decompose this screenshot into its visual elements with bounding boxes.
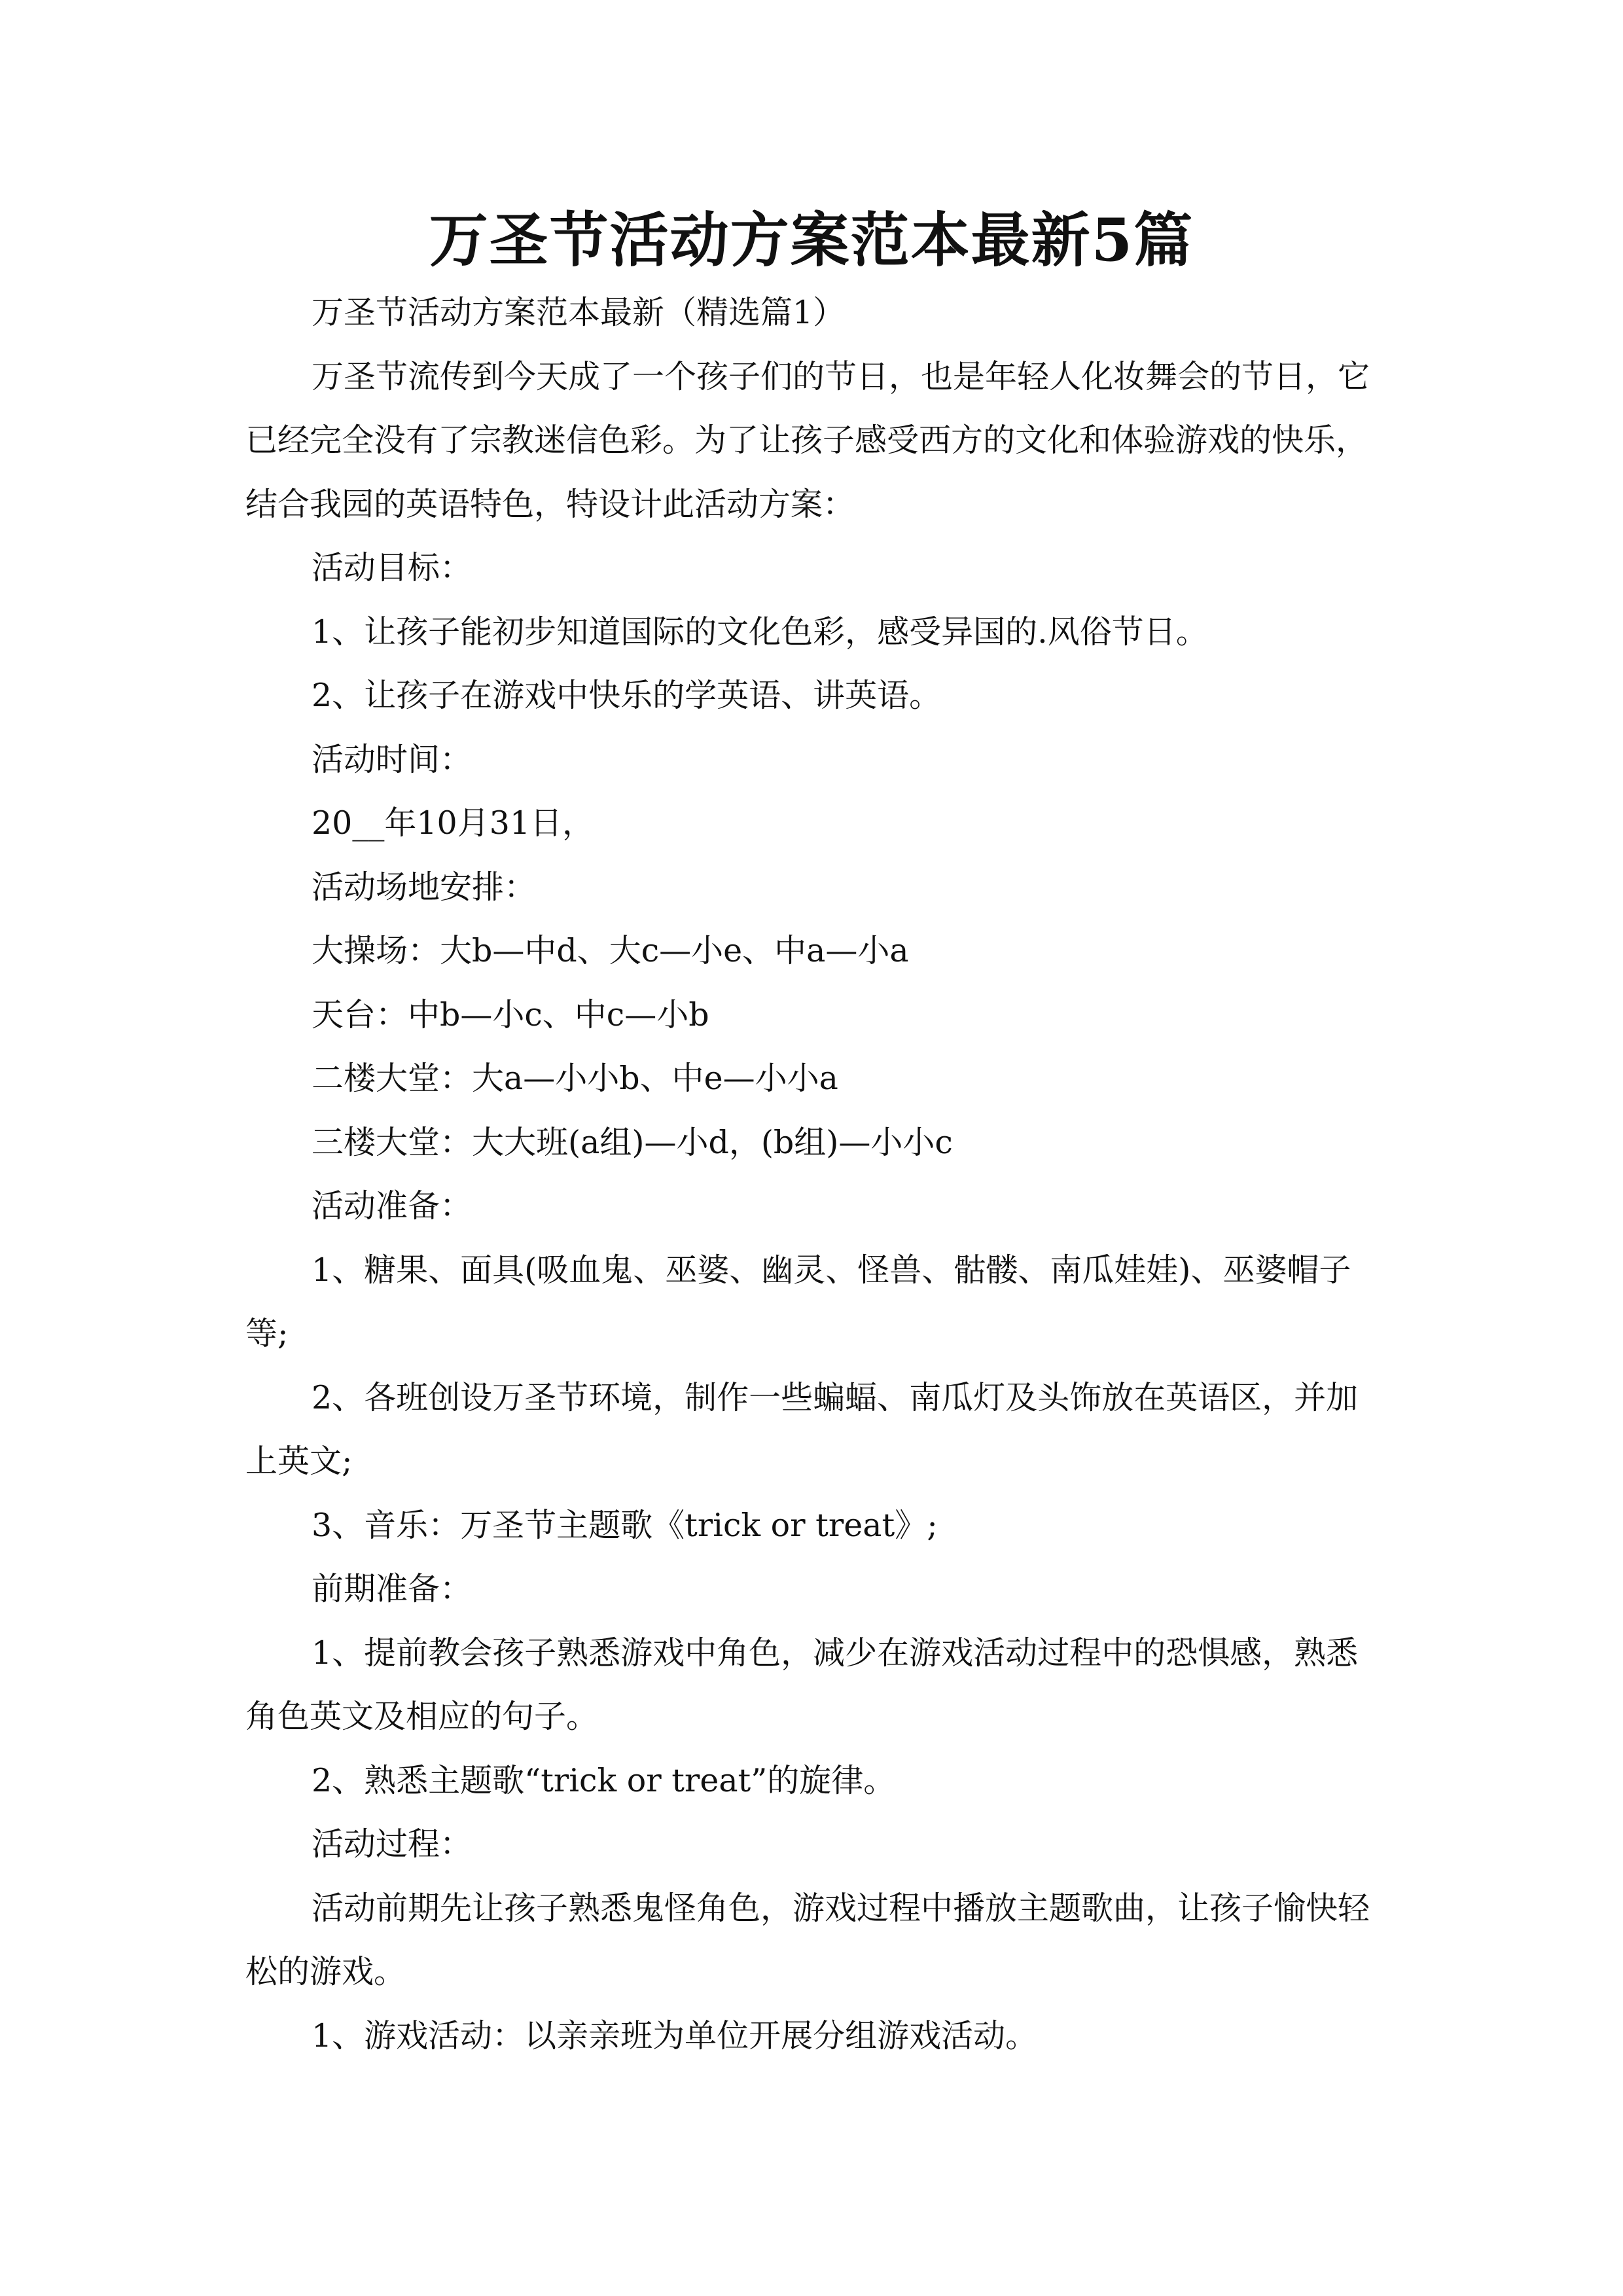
paragraph-line: 活动目标： (312, 549, 473, 586)
paragraph-line: 活动准备： (312, 1187, 473, 1225)
document-title: 万圣节活动方案范本最新5篇 (429, 206, 1194, 275)
paragraph-line: 大操场：大b—中d、大c—小e、中a—小a (312, 932, 909, 969)
paragraph-line: 1、游戏活动：以亲亲班为单位开展分组游戏活动。 (312, 2017, 1038, 2054)
paragraph-continuation-line: 已经完全没有了宗教迷信色彩。为了让孩子感受西方的文化和体验游戏的快乐， (245, 422, 1368, 459)
paragraph-line: 活动场地安排： (312, 868, 537, 906)
paragraph-line: 二楼大堂：大a—小小b、中e—小小a (312, 1060, 838, 1097)
paragraph-continuation-line: 角色英文及相应的句子。 (245, 1698, 599, 1735)
paragraph-continuation-line: 等; (245, 1315, 289, 1352)
paragraph-line: 3、音乐：万圣节主题歌《trick or treat》; (312, 1506, 938, 1544)
paragraph-line: 活动时间： (312, 740, 473, 778)
paragraph-line: 万圣节流传到今天成了一个孩子们的节日，也是年轻人化妆舞会的节日，它 (312, 357, 1370, 395)
paragraph-line: 1、糖果、面具(吸血鬼、巫婆、幽灵、怪兽、骷髅、南瓜娃娃)、巫婆帽子 (312, 1251, 1351, 1289)
paragraph-line: 万圣节活动方案范本最新（精选篇1） (312, 294, 846, 331)
paragraph-line: 2、让孩子在游戏中快乐的学英语、讲英语。 (312, 677, 942, 714)
paragraph-line: 20__年10月31日， (312, 804, 595, 842)
paragraph-line: 三楼大堂：大大班(a组)—小d，(b组)—小小c (312, 1123, 953, 1161)
paragraph-line: 1、让孩子能初步知道国际的文化色彩，感受异国的.风俗节日。 (312, 613, 1208, 651)
paragraph-line: 2、熟悉主题歌“trick or treat”的旋律。 (312, 1761, 896, 1799)
paragraph-continuation-line: 上英文; (245, 1443, 353, 1480)
paragraph-line: 活动过程： (312, 1825, 473, 1863)
paragraph-line: 前期准备： (312, 1570, 473, 1607)
paragraph-line: 天台：中b—小c、中c—小b (312, 996, 709, 1033)
paragraph-continuation-line: 松的游戏。 (245, 1953, 406, 1990)
paragraph-line: 2、各班创设万圣节环境，制作一些蝙蝠、南瓜灯及头饰放在英语区，并加 (312, 1378, 1359, 1416)
paragraph-line: 活动前期先让孩子熟悉鬼怪角色，游戏过程中播放主题歌曲，让孩子愉快轻 (312, 1889, 1370, 1927)
paragraph-line: 1、提前教会孩子熟悉游戏中角色，减少在游戏活动过程中的恐惧感，熟悉 (312, 1634, 1359, 1672)
paragraph-continuation-line: 结合我园的英语特色，特设计此活动方案： (245, 485, 855, 523)
